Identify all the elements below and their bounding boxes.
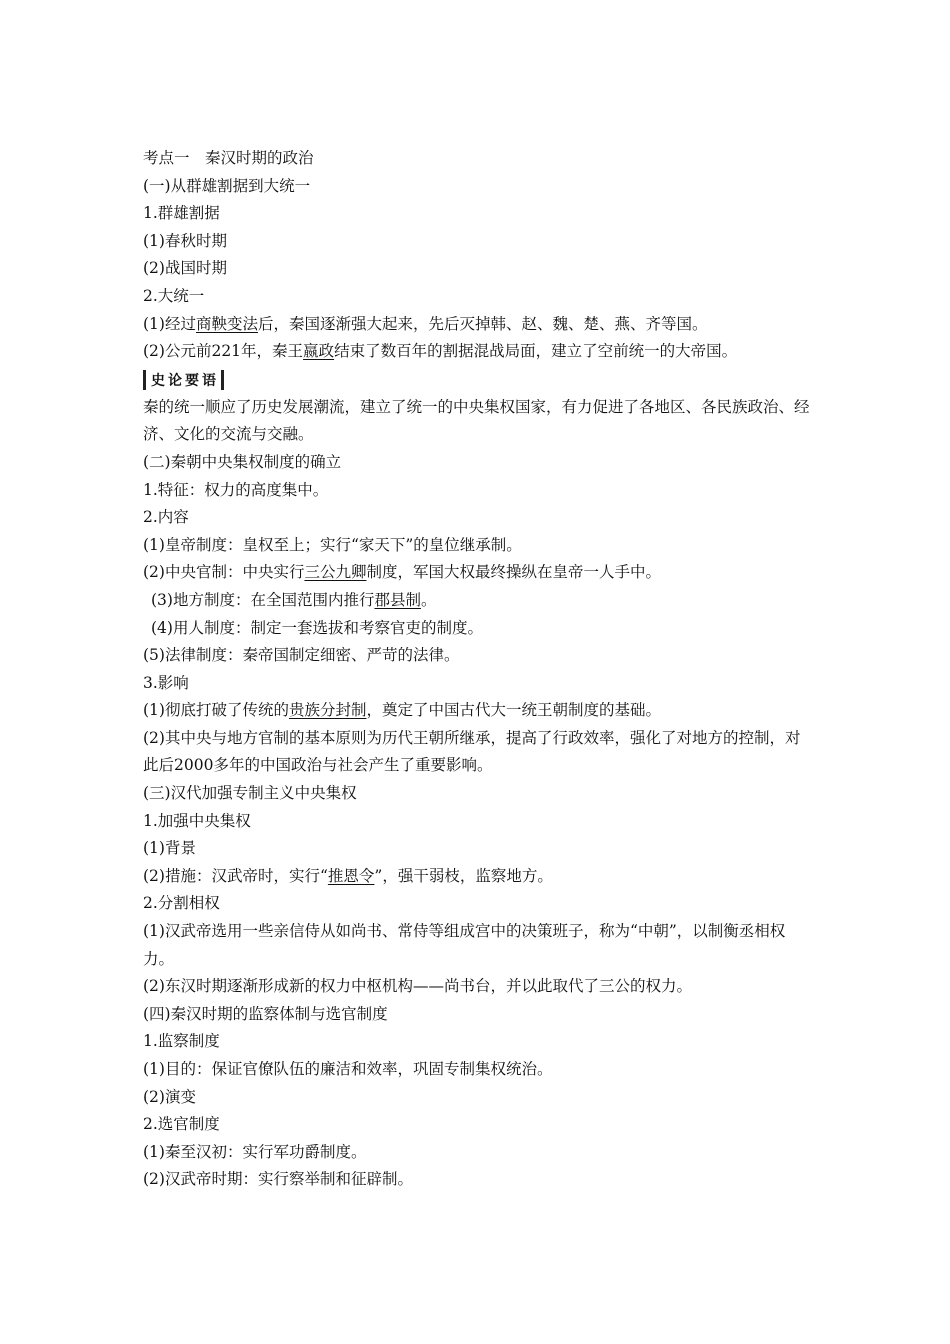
list-item bbox=[143, 338, 815, 366]
point-heading: 2.分割相权 bbox=[143, 894, 220, 913]
list-item: (1)背景 bbox=[143, 839, 196, 858]
text: 。 bbox=[420, 590, 437, 609]
text: (1)经过 bbox=[143, 314, 196, 333]
point-heading: 1.加强中央集权 bbox=[143, 811, 251, 830]
point-heading: 3.影响 bbox=[143, 673, 189, 692]
text: ，奠定了中国古代大一统王朝制度的基础。 bbox=[366, 701, 661, 720]
list-item: (1)秦至汉初：实行军功爵制度。 bbox=[143, 1142, 367, 1161]
point-heading: 1.特征：权力的高度集中。 bbox=[143, 480, 329, 499]
point-heading: 2.大统一 bbox=[143, 286, 205, 305]
subsection-heading: (一)从群雄割据到大统一 bbox=[143, 176, 311, 195]
list-item: (1)目的：保证官僚队伍的廉洁和效率，巩固专制集权统治。 bbox=[143, 1060, 553, 1078]
text: 结束了数百年的割据混战局面，建立了空前统一的大帝国。 bbox=[334, 342, 738, 361]
list-item: (2)演变 bbox=[143, 1087, 196, 1106]
list-item bbox=[143, 311, 815, 339]
list-item bbox=[143, 587, 815, 615]
subsection-heading: (三)汉代加强专制主义中央集权 bbox=[143, 784, 357, 803]
list-item: (1)皇帝制度：皇权至上；实行“家天下”的皇位继承制。 bbox=[143, 535, 522, 554]
key-term: 三公九卿 bbox=[304, 563, 367, 582]
text: (2)中央官制：中央实行 bbox=[143, 563, 305, 582]
subsection-heading: (二)秦朝中央集权制度的确立 bbox=[143, 452, 342, 471]
list-item: (4)用人制度：制定一套选拔和考察官吏的制度。 bbox=[151, 618, 483, 637]
list-item: (2)其中央与地方官制的基本原则为历代王朝所继承，提高了行政效率，强化了对地方的控制，对此后2000多年的中国政治与社会产生了重要影响。 bbox=[143, 728, 801, 775]
key-term: 贵族分封制 bbox=[288, 701, 367, 720]
key-term: 郡县制 bbox=[374, 590, 421, 609]
remark-text: 秦的统一顺应了历史发展潮流，建立了统一的中央集权国家，有力促进了各地区、各民族政治、经济、文化的交流与交融。 bbox=[143, 397, 810, 444]
text: (1)彻底打破了传统的 bbox=[143, 701, 289, 720]
list-item bbox=[143, 559, 815, 587]
list-item: (2)汉武帝时期：实行察举制和征辟制。 bbox=[143, 1170, 413, 1189]
section-title: 考点一 秦汉时期的政治 bbox=[143, 149, 314, 167]
badge-label: 史论要语 bbox=[151, 372, 219, 389]
document-body bbox=[143, 145, 815, 1194]
list-item: (5)法律制度：秦帝国制定细密、严苛的法律。 bbox=[143, 646, 460, 665]
text: (2)公元前221年，秦王 bbox=[143, 342, 304, 361]
point-heading: 1.群雄割据 bbox=[143, 204, 220, 223]
list-item: (2)战国时期 bbox=[143, 259, 227, 278]
key-term: 商鞅变法 bbox=[195, 314, 258, 333]
key-term: 嬴政 bbox=[303, 342, 335, 361]
key-term: 推恩令 bbox=[327, 866, 375, 885]
remark-badge bbox=[143, 368, 224, 392]
list-item bbox=[143, 697, 815, 725]
text: (3)地方制度：在全国范围内推行 bbox=[151, 590, 375, 609]
text: 制度，军国大权最终操纵在皇帝一人手中。 bbox=[366, 563, 661, 582]
point-heading: 2.内容 bbox=[143, 508, 189, 527]
subsection-heading: (四)秦汉时期的监察体制与选官制度 bbox=[143, 1004, 388, 1023]
badge-bar bbox=[143, 370, 146, 390]
list-item: (2)东汉时期逐渐形成新的权力中枢机构——尚书台，并以此取代了三公的权力。 bbox=[143, 977, 692, 996]
text: ”，强干弱枝，监察地方。 bbox=[374, 866, 553, 885]
list-item: (1)春秋时期 bbox=[143, 231, 227, 250]
list-item: (1)汉武帝选用一些亲信侍从如尚书、常侍等组成宫中的决策班子，称为“中朝”，以制衡丞相权力。 bbox=[143, 922, 786, 968]
list-item bbox=[143, 863, 815, 891]
text: (2)措施：汉武帝时，实行“ bbox=[143, 866, 328, 885]
text: 后，秦国逐渐强大起来，先后灭掉韩、赵、魏、楚、燕、齐等国。 bbox=[257, 314, 708, 333]
badge-bar bbox=[221, 370, 224, 390]
point-heading: 1.监察制度 bbox=[143, 1032, 220, 1051]
point-heading: 2.选官制度 bbox=[143, 1115, 220, 1134]
